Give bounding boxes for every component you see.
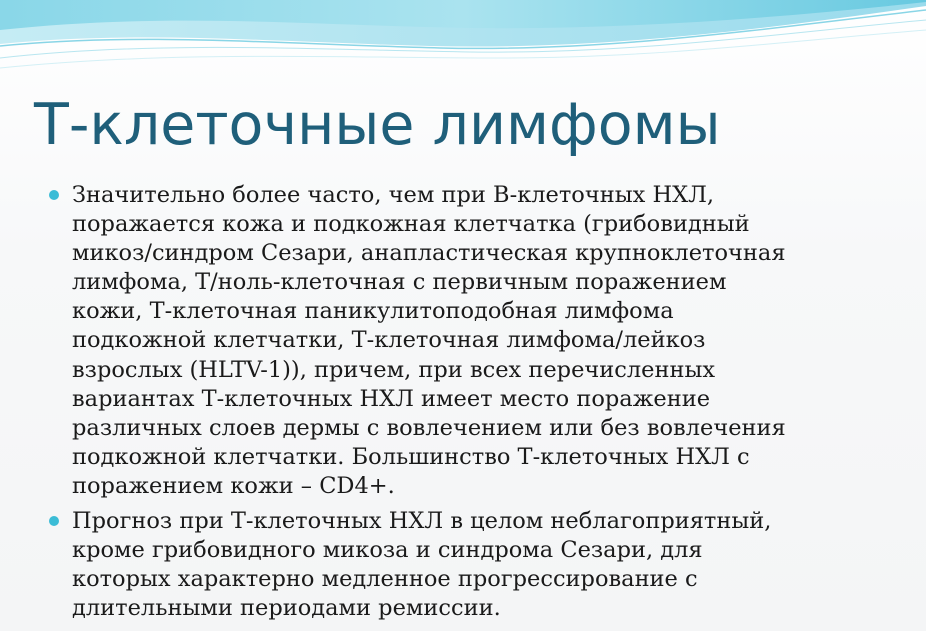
bullet-text-line: микоз/синдром Сезари, анапластическая крупноклеточная — [72, 240, 786, 267]
bullet-text-line: длительными периодами ремиссии. — [72, 595, 501, 622]
bullet-text-line: различных слоев дермы с вовлечением или без вовлечения — [72, 414, 786, 441]
bullet-text-line: Прогноз при Т-клеточных НХЛ в целом неблагоприятный, — [72, 508, 772, 535]
wave-decoration — [0, 0, 926, 80]
bullet-text-line: поражается кожа и подкожная клетчатка (грибовидный — [72, 211, 750, 238]
bullet-text-line: лимфома, Т/ноль-клеточная с первичным поражением — [72, 269, 727, 296]
slide-title: Т-клеточные лимфомы — [34, 92, 721, 158]
bullet-list — [44, 181, 904, 629]
bullet-text-line: Значительно более часто, чем при В-клеточных НХЛ, — [72, 182, 715, 208]
bullet-dot-icon — [49, 190, 59, 200]
bullet-text-line: кроме грибовидного микоза и синдрома Сезари, для — [72, 537, 703, 564]
bullet-text-line: кожи, Т-клеточная паникулитоподобная лимфома — [72, 298, 674, 325]
bullet-item — [44, 507, 904, 623]
bullet-dot-icon — [49, 516, 59, 526]
bullet-text-line: поражением кожи – CD4+. — [72, 472, 395, 499]
bullet-text-line: которых характерно медленное прогрессирование с — [72, 566, 698, 593]
bullet-text-line: взрослых (HLTV-1)), причем, при всех перечисленных — [72, 356, 716, 383]
bullet-text-line: подкожной клетчатки. Большинство Т-клеточных НХЛ с — [72, 443, 750, 470]
bullet-item — [44, 181, 904, 501]
bullet-text-line: вариантах Т-клеточных НХЛ имеет место поражение — [72, 385, 711, 412]
bullet-text-line: подкожной клетчатки, Т-клеточная лимфома/лейкоз — [72, 327, 706, 354]
